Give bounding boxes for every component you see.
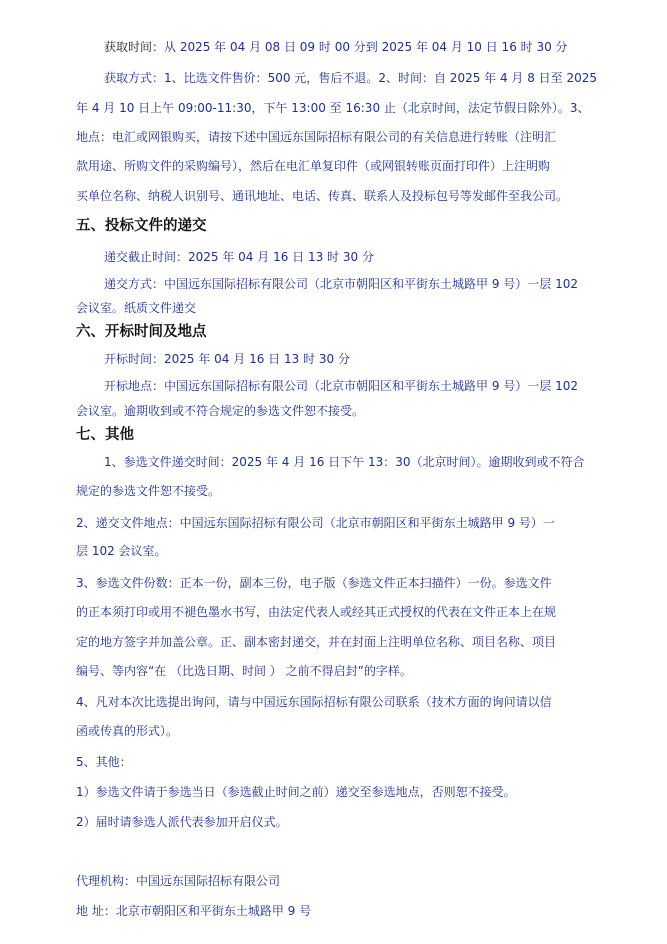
submit-method-line: 会议室。纸质文件递交 <box>76 301 197 315</box>
other-subitem-2: 2）届时请参选人派代表参加开启仪式。 <box>76 815 288 829</box>
other-item-3-line: 的正本须打印或用不褪色墨水书写，由法定代表人或经其正式授权的代表在文件正本上在规 <box>76 605 557 619</box>
acquire-method-line: 买单位名称、纳税人识别号、通讯地址、电话、传真、联系人及投标包号等发邮件至我公司。 <box>76 189 569 203</box>
other-item-2-line: 层 102 会议室。 <box>76 544 167 558</box>
address-line: 地 址：北京市朝阳区和平街东土城路甲 9 号 <box>76 904 312 918</box>
submit-method-line: 递交方式：中国远东国际招标有限公司（北京市朝阳区和平街东土城路甲 9 号）一层 102 <box>104 277 578 291</box>
opening-place-line: 会议室。逾期收到或不符合规定的参选文件恕不接受。 <box>76 404 365 418</box>
section6-heading: 六、开标时间及地点 <box>76 324 207 340</box>
section7-heading: 七、其他 <box>76 427 134 443</box>
other-item-1-line: 1、参选文件递交时间：2025 年 4 月 16 日下午 13：30（北京时间）。逾期收到或不符合 <box>104 455 585 469</box>
acquire-method-line: 地点：电汇或网银购买，请按下述中国远东国际招标有限公司的有关信息进行转账（注明汇 <box>76 130 557 144</box>
other-subitem-1: 1）参选文件请于参选当日（参选截止时间之前）递交至参选地点，否则恕不接受。 <box>76 785 516 799</box>
acquire-method-line: 获取方式：1、比选文件售价：500 元，售后不退。2、时间：自 2025 年 4 月 8 日至 2025 <box>104 71 598 85</box>
agency-line: 代理机构：中国远东国际招标有限公司 <box>76 874 281 888</box>
acquire-method-line: 年 4 月 10 日上午 09:00-11:30，下午 13:00 至 16:30 止（北京时间，法定节假日除外）。3、 <box>76 101 590 115</box>
other-item-3-line: 编号、等内容“在 （比选日期、时间 ） 之前不得启封”的字样。 <box>76 664 412 678</box>
opening-place-line: 开标地点：中国远东国际招标有限公司（北京市朝阳区和平街东土城路甲 9 号）一层 102 <box>104 379 578 393</box>
other-item-5: 5、其他： <box>76 755 132 769</box>
acquire-method-line: 款用途、所购文件的采购编号），然后在电汇单复印件（或网银转账页面打印件）上注明购 <box>76 159 551 173</box>
other-item-3-line: 定的地方签字并加盖公章。正、副本密封递交，并在封面上注明单位名称、项目名称、项目 <box>76 635 557 649</box>
other-item-1-line: 规定的参选文件恕不接受。 <box>76 484 221 498</box>
acquire-time-line <box>104 39 568 55</box>
section5-heading: 五、投标文件的递交 <box>76 218 207 234</box>
submit-deadline: 递交截止时间：2025 年 04 月 16 日 13 时 30 分 <box>104 250 374 264</box>
other-item-2-line: 2、递交文件地点：中国远东国际招标有限公司（北京市朝阳区和平街东土城路甲 9 号）一 <box>76 516 555 530</box>
acquire-time-value: 从 2025 年 04 月 08 日 09 时 00 分到 2025 年 04 月 10 日 16 时 30 分 <box>164 40 568 54</box>
other-item-4-line: 4、凡对本次比选提出询问，请与中国远东国际招标有限公司联系（技术方面的询问请以信 <box>76 695 552 709</box>
opening-time: 开标时间：2025 年 04 月 16 日 13 时 30 分 <box>104 352 350 366</box>
other-item-4-line: 函或传真的形式）。 <box>76 724 179 738</box>
acquire-time-label: 获取时间： <box>104 40 165 54</box>
other-item-3-line: 3、参选文件份数：正本一份，副本三份，电子版（参选文件正本扫描件）一份。参选文件 <box>76 576 552 590</box>
